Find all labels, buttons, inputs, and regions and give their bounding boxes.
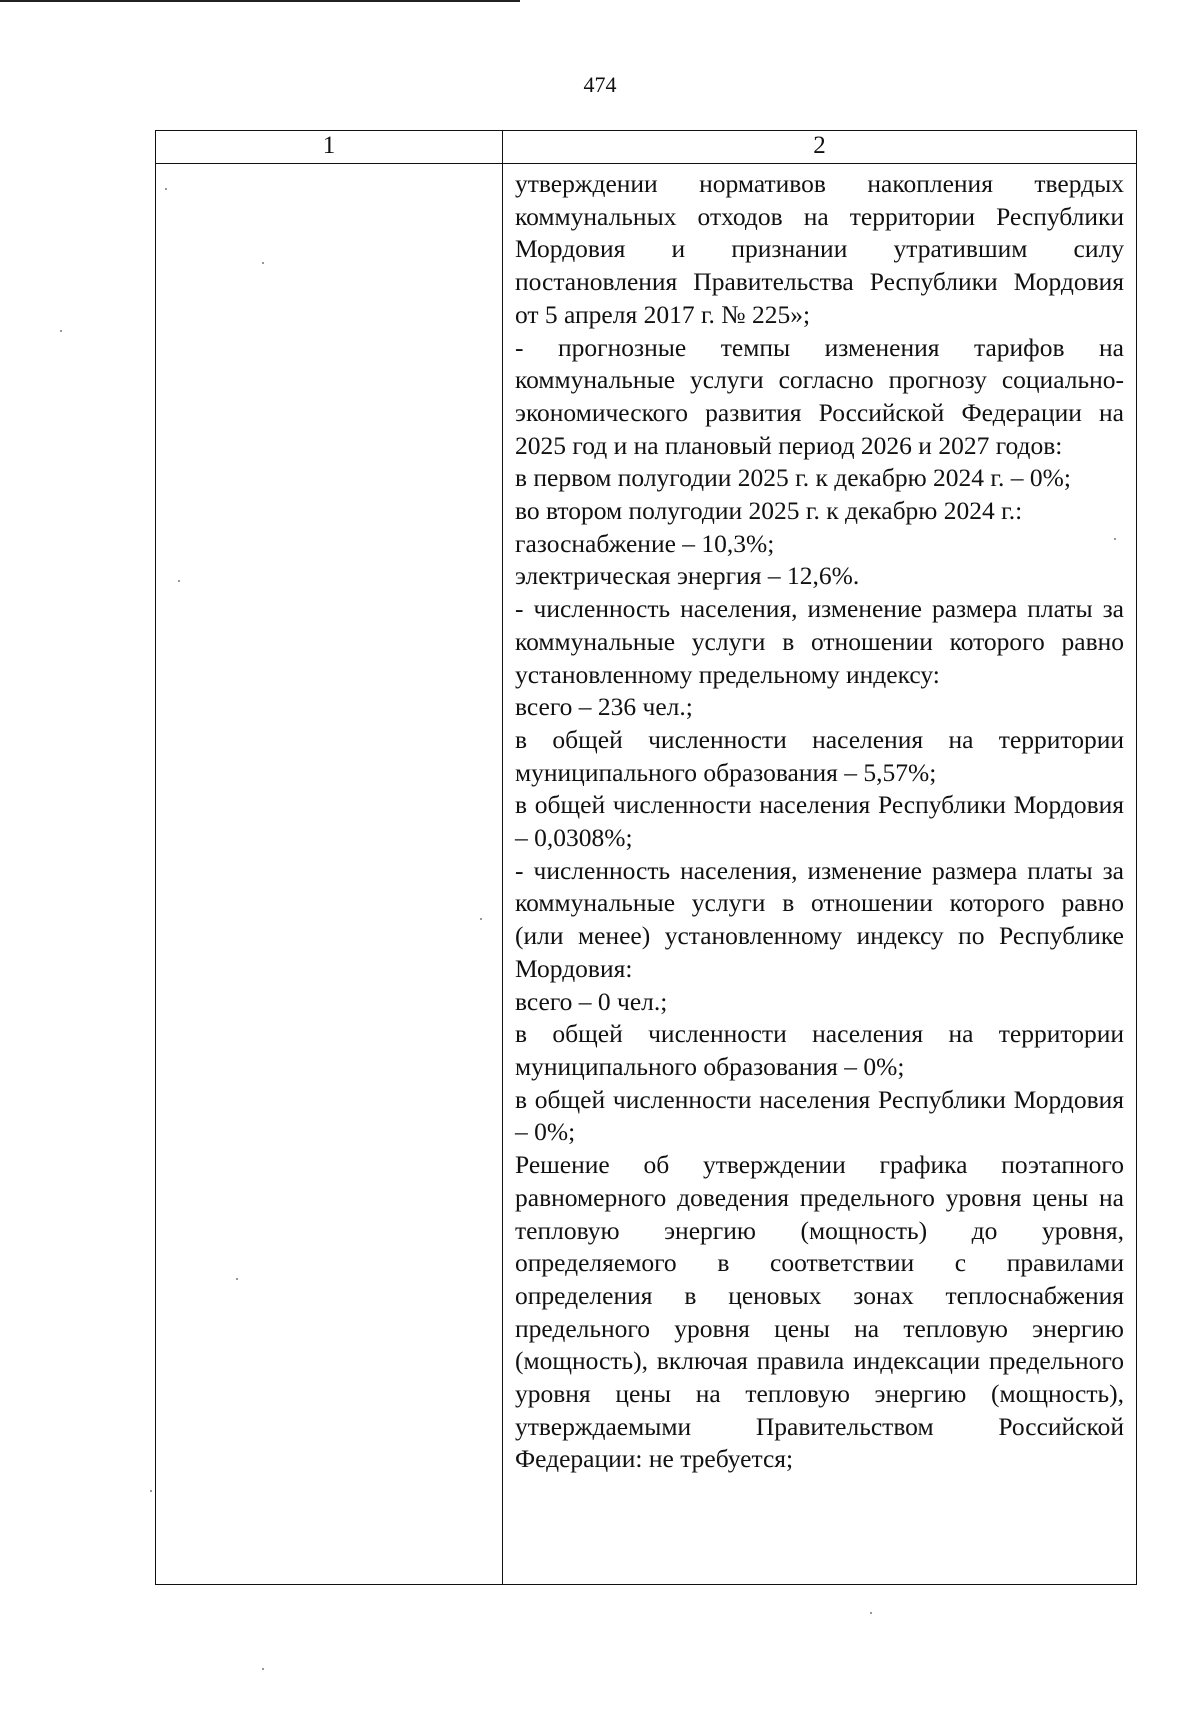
paragraph: всего – 236 чел.; (515, 692, 693, 722)
paragraph: всего – 0 чел.; (515, 986, 668, 1016)
paragraph: утверждении нормативов накопления твердых коммунальных отходов на территории Республики Мордовия и признании утратившим силу постановления Правительства Республики Мордовия от 5 апреля 2017 г. № 225»; (515, 169, 1124, 329)
column-header-1: 1 (156, 131, 503, 164)
paragraph: в первом полугодии 2025 г. к декабрю 2024 г. – 0%; (515, 463, 1071, 493)
table-cell-col2 (503, 164, 1137, 1585)
scan-speck (178, 580, 180, 582)
table-cell-col1 (156, 164, 503, 1585)
paragraph: Решение об утверждении графика поэтапного равномерного доведения предельного уровня цены на тепловую энергию (мощность) до уровня, определяемого в соответствии с правилами определения в ценовых зонах теплоснабжения предельного уровня цены на тепловую энергию (мощность), включая правила индексации предельного уровня цены на тепловую энергию (мощность), утверждаемыми Правительством Российской Федерации: не требуется; (515, 1150, 1124, 1474)
paragraph: во втором полугодии 2025 г. к декабрю 2024 г.: (515, 496, 1023, 526)
scan-speck (1114, 538, 1116, 540)
paragraph: электрическая энергия – 12,6%. (515, 561, 860, 591)
column-header-2: 2 (503, 131, 1137, 164)
scan-speck (480, 918, 482, 920)
scan-speck (262, 1668, 264, 1670)
scan-speck (150, 1490, 152, 1492)
document-table (155, 130, 1137, 1585)
scan-speck (262, 262, 264, 264)
page-number: 474 (583, 72, 617, 97)
paragraph: - прогнозные темпы изменения тарифов на коммунальные услуги согласно прогнозу социально-экономического развития Российской Федерации на 2025 год и на плановый период 2026 и 2027 годов: (515, 332, 1124, 460)
scan-speck (165, 188, 167, 190)
table-header-row (156, 131, 1137, 164)
paragraph: в общей численности населения на территории муниципального образования – 5,57%; (515, 724, 1124, 787)
scan-frame-line (0, 0, 520, 2)
scan-speck (236, 1278, 238, 1280)
paragraph: в общей численности населения Республики Мордовия – 0,0308%; (515, 790, 1124, 853)
paragraph: в общей численности населения Республики Мордовия – 0%; (515, 1084, 1124, 1147)
scan-speck (60, 330, 62, 332)
paragraph: газоснабжение – 10,3%; (515, 528, 775, 558)
paragraph: - численность населения, изменение размера платы за коммунальные услуги в отношении которого равно установленному предельному индексу: (515, 594, 1124, 689)
paragraph: - численность населения, изменение размера платы за коммунальные услуги в отношении которого равно (или менее) установленному индексу по Республике Мордовия: (515, 855, 1124, 983)
scan-speck (870, 1612, 872, 1614)
table-row (156, 164, 1137, 1585)
paragraph: в общей численности населения на территории муниципального образования – 0%; (515, 1019, 1124, 1081)
